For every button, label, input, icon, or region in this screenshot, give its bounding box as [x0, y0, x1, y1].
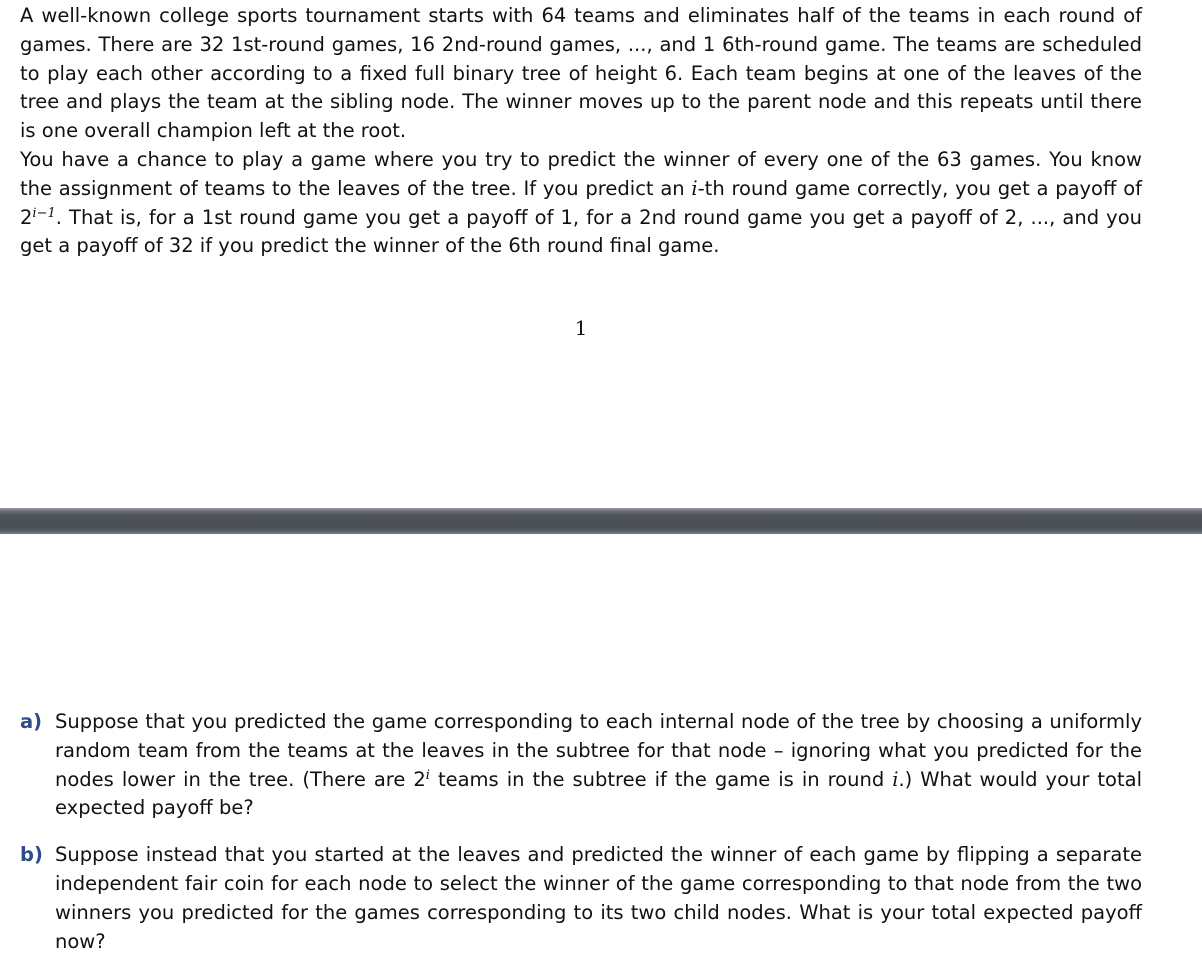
page-divider [0, 508, 1202, 534]
math-subtree-base: 2 [413, 767, 426, 791]
question-list [20, 708, 1142, 956]
question-b-marker: b) [20, 843, 43, 867]
intro-p2-text-b: -th round game correctly, you get a payoff of [697, 176, 1142, 200]
intro-p2-text-a: You have a chance to play a game where you try to predict the winner of every one of the 63 games. You know the assignment of teams to the leaves of the tree. If you predict an [20, 147, 1142, 200]
question-a-text-c: .) What would your total expected payoff be? [55, 767, 1142, 820]
problem-intro [20, 2, 1142, 261]
intro-paragraph-2 [20, 146, 1142, 261]
math-subtree-exponent: i [425, 767, 430, 783]
question-a-marker: a) [20, 710, 43, 733]
math-var-i: i [691, 176, 698, 200]
question-b-text: Suppose instead that you started at the leaves and predicted the winner of each game by flipping a separate independent fair coin for each node to select the winner of the game corresponding to that node from the two winners you predicted for the games corresponding to its two child nodes. What is your total expected payoff now? [55, 843, 1142, 953]
intro-p2-text-c: . That is, for a 1st round game you get a payoff of 1, for a 2nd round game you get a payoff of 2, ..., and you get a payoff of 32 if you predict the winner of the 6th round final game. [20, 205, 1142, 258]
math-payoff-exponent: i−1 [32, 205, 56, 221]
question-a-text-a: Suppose that you predicted the game corresponding to each internal node of the tree by choosing a uniformly random team from the teams at the leaves in the subtree for that node – ignoring what you predicted for the nodes lower in the tree. (There are [55, 710, 1142, 791]
question-b [20, 841, 1142, 956]
page-number: 1 [574, 316, 588, 340]
question-a [20, 708, 1142, 823]
question-a-text-b: teams in the subtree if the game is in round [429, 767, 893, 791]
math-var-i-round: i [892, 767, 899, 791]
intro-paragraph-1: A well-known college sports tournament starts with 64 teams and eliminates half of the teams in each round of games. There are 32 1st-round games, 16 2nd-round games, ..., and 1 6th-round game. The teams are scheduled to play each other according to a fixed full binary tree of height 6. Each team begins at one of the leaves of the tree and plays the team at the sibling node. The winner moves up to the parent node and this repeats until there is one overall champion left at the root. [20, 4, 1142, 143]
math-payoff-base: 2 [20, 205, 33, 229]
